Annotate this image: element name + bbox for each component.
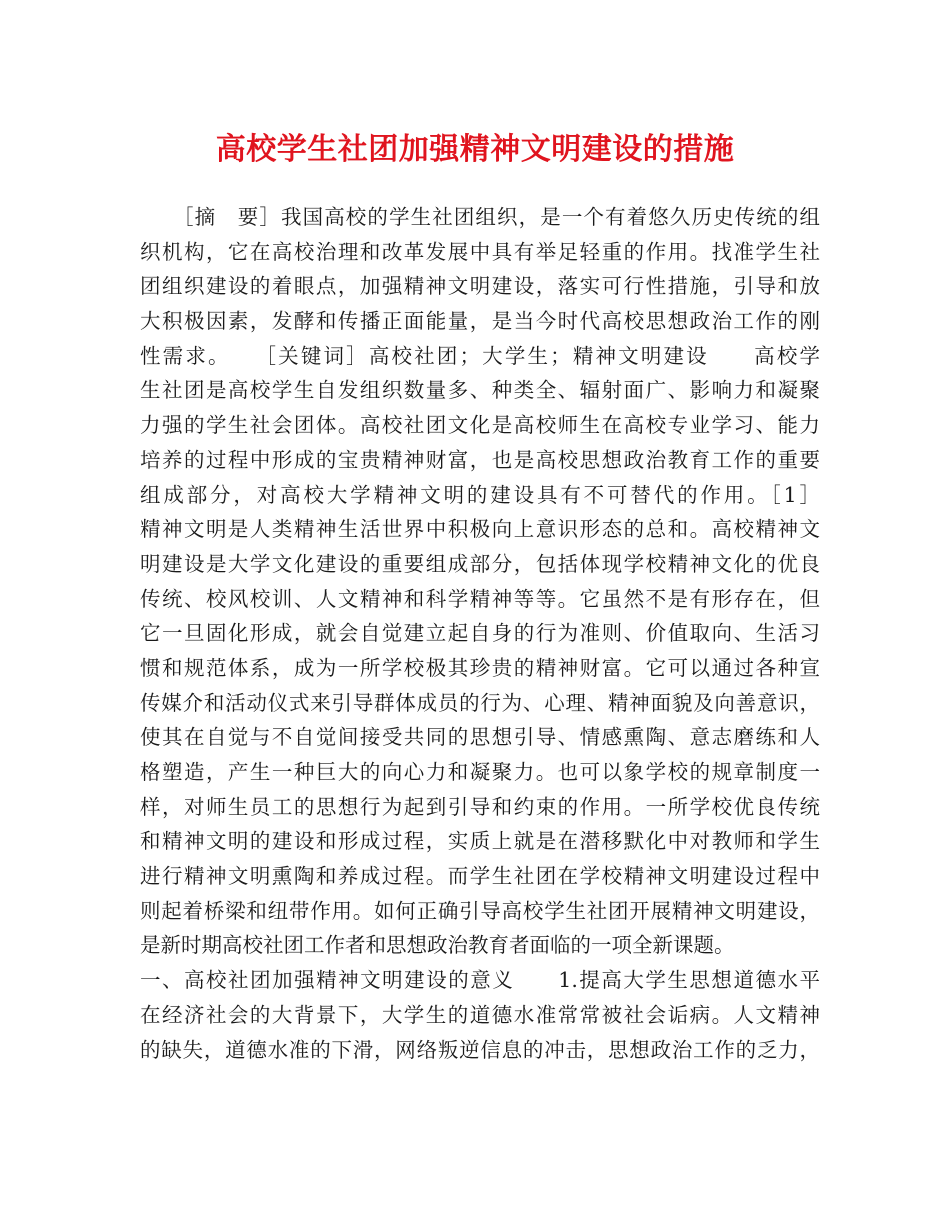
text-line: 样，对师生员工的思想行为起到引导和约束的作用。一所学校优良传统 xyxy=(140,794,820,819)
text-line: 在经济社会的大背景下，大学生的道德水准常常被社会诟病。人文精神 xyxy=(140,1002,820,1027)
text-line: 的缺失，道德水准的下滑，网络叛逆信息的冲击，思想政治工作的乏力， xyxy=(140,1037,820,1062)
text-line: 培养的过程中形成的宝贵精神财富，也是高校思想政治教育工作的重要 xyxy=(140,447,820,472)
text-line: 组成部分，对高校大学精神文明的建设具有不可替代的作用。［1］ xyxy=(140,482,820,507)
text-line: 性需求。 ［关键词］高校社团；大学生；精神文明建设 高校学 xyxy=(140,343,820,368)
section-heading-line: 一、高校社团加强精神文明建设的意义 1.提高大学生思想道德水平 xyxy=(140,968,820,993)
text-line: 它一旦固化形成，就会自觉建立起自身的行为准则、价值取向、生活习 xyxy=(140,621,820,646)
document-title: 高校学生社团加强精神文明建设的措施 xyxy=(215,132,735,167)
text-line: 是新时期高校社团工作者和思想政治教育者面临的一项全新课题。 xyxy=(140,933,735,958)
text-line: 大积极因素，发酵和传播正面能量，是当今时代高校思想政治工作的刚 xyxy=(140,309,820,334)
text-line: 惯和规范体系，成为一所学校极其珍贵的精神财富。它可以通过各种宣 xyxy=(140,655,820,680)
text-line: 织机构，它在高校治理和改革发展中具有举足轻重的作用。找准学生社 xyxy=(140,239,820,264)
text-line: 传媒介和活动仪式来引导群体成员的行为、心理、精神面貌及向善意识， xyxy=(140,690,820,715)
text-line: 力强的学生社会团体。高校社团文化是高校师生在高校专业学习、能力 xyxy=(140,413,820,438)
text-line: 格塑造，产生一种巨大的向心力和凝聚力。也可以象学校的规章制度一 xyxy=(140,760,820,784)
text-line: 精神文明是人类精神生活世界中积极向上意识形态的总和。高校精神文 xyxy=(140,517,820,542)
text-line: 明建设是大学文化建设的重要组成部分，包括体现学校精神文化的优良 xyxy=(140,551,820,576)
text-line: 团组织建设的着眼点，加强精神文明建设，落实可行性措施，引导和放 xyxy=(140,274,820,299)
text-line: 和精神文明的建设和形成过程，实质上就是在潜移默化中对教师和学生 xyxy=(140,829,820,854)
text-line: ［摘 要］我国高校的学生社团组织，是一个有着悠久历史传统的组 xyxy=(140,205,820,229)
text-line: 则起着桥梁和纽带作用。如何正确引导高校学生社团开展精神文明建设， xyxy=(140,898,820,923)
text-line: 使其在自觉与不自觉间接受共同的思想引导、情感熏陶、意志磨练和人 xyxy=(140,725,820,750)
document-body xyxy=(140,200,820,1067)
text-line: 传统、校风校训、人文精神和科学精神等等。它虽然不是有形存在，但 xyxy=(140,586,820,611)
text-line: 进行精神文明熏陶和养成过程。而学生社团在学校精神文明建设过程中 xyxy=(140,864,820,889)
text-line: 生社团是高校学生自发组织数量多、种类全、辐射面广、影响力和凝聚 xyxy=(140,378,820,403)
